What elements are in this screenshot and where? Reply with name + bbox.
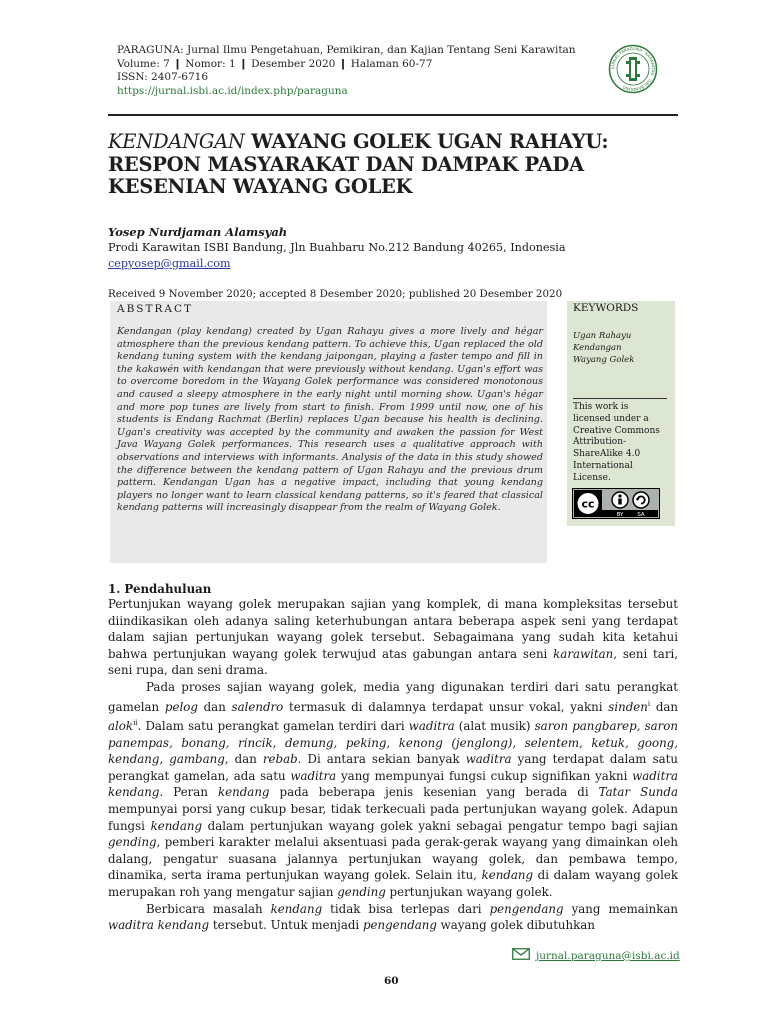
envelope-icon <box>512 948 530 960</box>
keyword-item: Ugan Rahayu <box>573 331 632 341</box>
author-name: Yosep Nurdjaman Alamsyah <box>108 225 288 239</box>
keywords-divider <box>573 398 667 399</box>
cc-text: cc <box>581 497 595 511</box>
paragraph-2: Pada proses sajian wayang golek, media yang digunakan terdiri dari satu perangkat gamelan pelog dan salendro termasuk di dalamnya terdapat unsur vokal, yakni sinden$^i$ dan alok$^{ii}$. Dalam satu perangkat gamelan terdiri dari waditra (alat musik) saron pangbarep, saron panempas, bonang, rincik, demung, peking, kenong (jenglong), selentem, ketuk, goong, kendang, gambang, dan rebab. Di antara sekian banyak waditra yang terdapat dalam satu perangkat gamelan, ada satu waditra yang mempunyai fungsi cukup signifikan yakni waditra kendang. Peran kendang pada beberapa jenis kesenian yang berada di Tatar Sunda mempunyai porsi yang cukup besar, tidak terkecuali pada pertunjukan wayang golek. Adapun fungsi kendang dalam pertunjukan wayang golek yakni sebagai pengatur tempo bagi sajian gending, pemberi karakter melalui aksentuasi pada gerak-gerak wayang yang dimainkan oleh dalang, pengatur suasana jalannya pertunjukan wayang golek, dan pembawa tempo, dinamika, serta irama pertunjukan wayang golek. Selain itu, kendang di dalam wayang golek merupakan roh yang mengatur sajian gending pertunjukan wayang golek. <box>108 679 679 899</box>
page-number: 60 <box>384 975 399 987</box>
header-rule <box>108 114 678 116</box>
logo-text: JURNAL PARAGUNA · KARAWITAN · ISBI BANDUNG <box>609 45 657 93</box>
license-text[interactable]: This work is licensed under a Creative Commons Attribution- ShareAlike 4.0 International License. <box>573 402 660 483</box>
title-italic-word: KENDANGAN <box>108 130 245 153</box>
journal-name: PARAGUNA: Jurnal Ilmu Pengetahuan, Pemikiran, dan Kajian Tentang Seni Karawitan <box>117 44 576 56</box>
cc-by-sa-badge-icon[interactable] <box>572 488 660 519</box>
footer-email-link[interactable] <box>512 948 680 962</box>
paragraph-3: Berbicara masalah kendang tidak bisa terlepas dari pengendang yang memainkan waditra kendang tersebut. Untuk menjadi pengendang wayang golek dibutuhkan <box>108 901 678 933</box>
author-email-link[interactable]: cepyosep@gmail.com <box>108 257 231 270</box>
keywords-list <box>573 330 634 366</box>
keyword-item: Wayang Golek <box>573 355 635 365</box>
issn: ISSN: 2407-6716 <box>117 71 209 83</box>
footer-email-text: jurnal.paraguna@isbi.ac.id <box>536 950 680 962</box>
paragraph-1: Pertunjukan wayang golek merupakan sajian yang komplek, di mana kompleksitas tersebut diindikasikan oleh adanya saling keterhubungan antara beberapa aspek seni yang terdapat dalam sajian pertunjukan wayang golek tersebut. Sebagaimana yang sudah kita ketahui bahwa pertunjukan wayang golek terwujud atas gabungan antara seni karawitan, seni tari, seni rupa, dan seni drama. <box>108 597 678 678</box>
by-text: BY <box>616 512 624 518</box>
sa-text: SA <box>637 512 645 518</box>
section-body <box>108 596 678 934</box>
volume-info: Volume: 7 ❙ Nomor: 1 ❙ Desember 2020 ❙ Halaman 60-77 <box>117 57 433 70</box>
keyword-item: Kendangan <box>573 343 622 353</box>
author-affiliation: Prodi Karawitan ISBI Bandung, Jln Buahbaru No.212 Bandung 40265, Indonesia <box>108 241 566 254</box>
abstract-text: Kendangan (play kendang) created by Ugan Rahayu gives a more lively and hégar atmosphere than the previous kendang pattern. To achieve this, Ugan replaced the old kendang tuning system with the kendang jaipongan, playing a faster tempo and fill in the kakawén with kendangan that were previously without kendang. Ugan's effort was to overcome boredom in the Wayang Golek performance was considered monotonous and caused a sleepy atmosphere in the early night until morning show. Ugan's hégar and more pop tunes are lively from start to finish. From 1999 until now, one of his students is Endang Rachmat (Berlin) replaces Ugan because his health is declining. Ugan's creativity was accepted by the community and awaken the passion for West Java Wayang Golek performances. This research uses a qualitative approach with observations and interviews with informants. Analysis of the data in this study showed the difference between the kendang pattern of Ugan Rahayu and the previous drum pattern. Kendangan Ugan has a negative impact, including that young kendang players no longer want to learn classical kendang patterns, so it's feared that classical kendang patterns will increasingly disappear from the realm of Wayang Golek. <box>117 326 543 514</box>
abstract-heading: ABSTRACT <box>117 303 194 315</box>
journal-logo-icon <box>608 44 658 94</box>
keywords-heading: KEYWORDS <box>573 302 639 314</box>
section-heading: 1. Pendahuluan <box>108 582 212 596</box>
received-dates: Received 9 November 2020; accepted 8 Desember 2020; published 20 Desember 2020 <box>108 288 563 300</box>
article-title: KENDANGAN WAYANG GOLEK UGAN RAHAYU: RESPON MASYARAKAT DAN DAMPAK PADA KESENIAN WAYANG GOLEK <box>108 130 609 198</box>
journal-url[interactable]: https://jurnal.isbi.ac.id/index.php/paraguna <box>117 84 348 97</box>
journal-header <box>117 44 576 98</box>
